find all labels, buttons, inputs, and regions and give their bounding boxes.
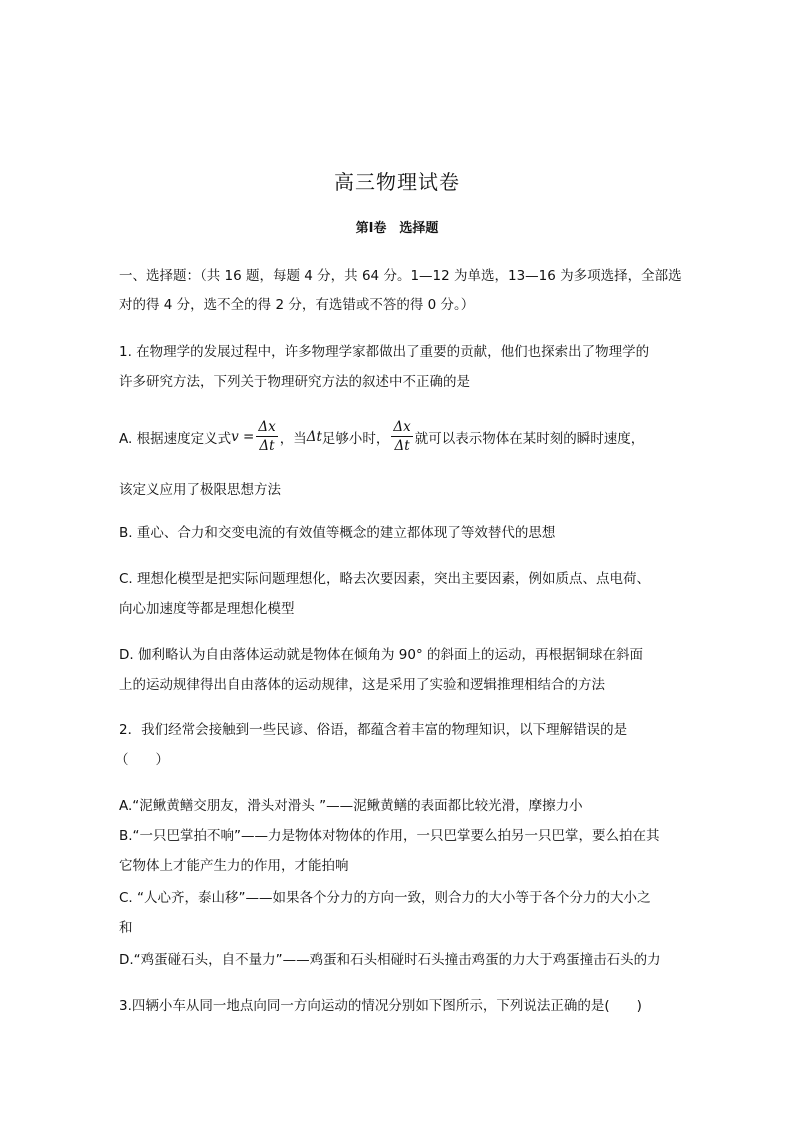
q1-stem-line-1: 1. 在物理学的发展过程中，许多物理学家都做出了重要的贡献，他们也探索出了物理学的 xyxy=(119,344,650,360)
fraction-denominator: Δt xyxy=(259,438,275,454)
q2-option-d: D.“鸡蛋碰石头，自不量力”——鸡蛋和石头相碰时石头撞击鸡蛋的力大于鸡蛋撞击石头的力 xyxy=(119,952,661,968)
q1-option-c-line-2: 向心加速度等都是理想化模型 xyxy=(119,601,295,617)
q1-a-suffix: 就可以表示物体在某时刻的瞬时速度， xyxy=(414,430,645,447)
fraction-numerator: Δx xyxy=(393,419,411,435)
q2-option-c-line-2: 和 xyxy=(119,920,133,936)
q2-option-c-line-1: C. “人心齐，泰山移”——如果各个分力的方向一致，则合力的大小等于各个分力的大小之 xyxy=(119,890,651,906)
q2-option-a: A.“泥鳅黄鳝交朋友，滑头对滑头 ”——泥鳅黄鳝的表面都比较光滑，摩擦力小 xyxy=(119,798,583,814)
fraction-dx-dt xyxy=(256,418,277,455)
instructions-line-2: 对的得 4 分，选不全的得 2 分，有选错或不答的得 0 分。） xyxy=(119,297,475,313)
fraction-numerator: Δx xyxy=(258,419,276,435)
fraction-denominator: Δt xyxy=(394,438,410,454)
q1-a-prefix: A. 根据速度定义式 xyxy=(119,430,232,447)
velocity-equation: v = xyxy=(231,428,255,445)
q2-stem: 2．我们经常会接触到一些民谚、俗语，都蕴含着丰富的物理知识，以下理解错误的是 xyxy=(119,722,628,738)
fraction-dx-dt-2 xyxy=(391,418,412,455)
q1-option-c-line-1: C. 理想化模型是把实际问题理想化，略去次要因素，突出主要因素，例如质点、点电荷、 xyxy=(119,571,651,587)
delta-t: Δt xyxy=(306,428,322,445)
q1-option-b: B. 重心、合力和交变电流的有效值等概念的建立都体现了等效替代的思想 xyxy=(119,525,556,541)
q2-option-b-line-1: B.“一只巴掌拍不响”——力是物体对物体的作用，一只巴掌要么拍另一只巴掌，要么拍在其 xyxy=(119,828,660,844)
q1-a-mid2: 足够小时， xyxy=(321,430,390,447)
section-subtitle: 第Ⅰ卷 选择题 xyxy=(355,221,439,236)
q1-option-d-line-2: 上的运动规律得出自由落体的运动规律，这是采用了实验和逻辑推理相结合的方法 xyxy=(119,677,605,693)
page-title: 高三物理试卷 xyxy=(334,170,460,194)
q1-option-a xyxy=(119,418,644,455)
q1-stem-line-2: 许多研究方法，下列关于物理研究方法的叙述中不正确的是 xyxy=(119,374,470,390)
q1-option-d-line-1: D. 伽利略认为自由落体运动就是物体在倾角为 90° 的斜面上的运动，再根据铜球在斜面 xyxy=(119,647,643,663)
q2-option-b-line-2: 它物体上才能产生力的作用，才能拍响 xyxy=(119,858,349,874)
instructions-line-1: 一、选择题：（共 16 题，每题 4 分，共 64 分。1—12 为单选，13—16 为多项选择，全部选 xyxy=(119,268,682,284)
q3-stem: 3.四辆小车从同一地点向同一方向运动的情况分别如下图所示，下列说法正确的是( ) xyxy=(119,998,642,1014)
q2-answer-blank: （ ） xyxy=(115,752,169,768)
q1-option-a-line-2: 该定义应用了极限思想方法 xyxy=(119,482,281,498)
q1-a-mid1: ，当 xyxy=(279,430,307,447)
